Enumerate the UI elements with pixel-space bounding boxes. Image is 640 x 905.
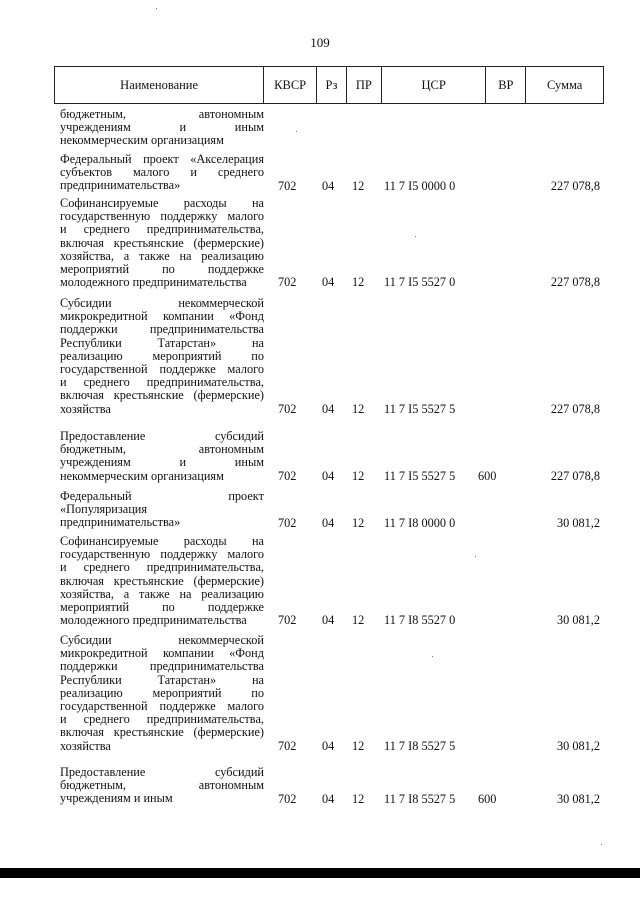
- row-name-line: субъектов малого и среднего: [60, 165, 264, 180]
- header-csr: ЦСР: [382, 67, 487, 103]
- row-name-line: Республики Татарстан» на: [60, 672, 264, 687]
- header-rz: Рз: [317, 67, 347, 103]
- cell-sum: 30 081,2: [556, 791, 600, 806]
- cell-pr: 12: [352, 515, 365, 530]
- cell-pr: 12: [352, 791, 365, 806]
- cell-vr: 600: [478, 468, 497, 483]
- row-name-line: некоммерческим организациям: [60, 133, 224, 148]
- row-name-line: государственной поддержке малого: [60, 699, 264, 714]
- row-name-line: включая крестьянские (фермерские): [60, 573, 264, 588]
- row-name-line: Субсидии некоммерческой: [60, 296, 264, 310]
- cell-rz: 04: [322, 791, 335, 806]
- row-name-line: Республики Татарстан» на: [60, 335, 264, 350]
- cell-kvsr: 702: [278, 791, 297, 806]
- table-row: [54, 766, 604, 806]
- cell-vr: 600: [478, 791, 497, 806]
- row-name-line: государственной поддержке малого: [60, 362, 264, 377]
- cell-pr: 12: [352, 613, 365, 628]
- cell-sum: 227 078,8: [550, 275, 600, 290]
- page-number: 109: [310, 35, 330, 50]
- row-name-line: Предоставление субсидий: [60, 429, 264, 443]
- cell-kvsr: 702: [278, 468, 297, 483]
- cell-csr: 11 7 I8 5527 5: [384, 791, 456, 806]
- row-name: [60, 153, 264, 193]
- row-name-line: предпринимательства»: [60, 515, 181, 530]
- table-row: [54, 297, 604, 416]
- table-row: [54, 634, 604, 753]
- cell-sum: 30 081,2: [556, 515, 600, 530]
- row-name-line: бюджетным, автономным: [60, 778, 264, 793]
- row-name-line: включая крестьянские (фермерские): [60, 388, 264, 403]
- header-sum: Сумма: [546, 77, 583, 92]
- row-name-line: и среднего предпринимательства,: [60, 222, 264, 237]
- row-name-line: поддержки предпринимательства: [60, 322, 264, 337]
- row-name-line: и среднего предпринимательства,: [60, 712, 264, 727]
- row-name-line: включая крестьянские (фермерские): [60, 235, 264, 250]
- cell-pr: 12: [352, 275, 365, 290]
- cell-rz: 04: [322, 468, 335, 483]
- table-row: [54, 197, 604, 289]
- row-name: [60, 634, 264, 753]
- cell-pr: 12: [352, 178, 365, 193]
- row-name: [60, 490, 264, 530]
- cell-sum: 30 081,2: [556, 613, 600, 628]
- row-name-line: «Популяризация: [60, 502, 148, 517]
- cell-pr: 12: [352, 468, 365, 483]
- row-name-line: Субсидии некоммерческой: [60, 633, 264, 647]
- row-name-line: учреждениям и иным: [60, 455, 264, 470]
- row-name-line: Федеральный проект: [60, 489, 264, 503]
- row-name: [60, 108, 264, 148]
- cell-csr: 11 7 I8 0000 0: [384, 515, 456, 530]
- cell-rz: 04: [322, 275, 335, 290]
- table-row: [54, 108, 604, 148]
- row-name-line: реализацию мероприятий по: [60, 685, 264, 700]
- cell-rz: 04: [322, 178, 335, 193]
- table-row: [54, 153, 604, 193]
- cell-kvsr: 702: [278, 738, 297, 753]
- row-name-line: Предоставление субсидий: [60, 765, 264, 779]
- cell-pr: 12: [352, 738, 365, 753]
- row-name-line: государственную поддержку малого: [60, 209, 264, 224]
- header-pr: ПР: [347, 67, 382, 103]
- row-name-line: Софинансируемые расходы на: [60, 196, 264, 210]
- cell-csr: 11 7 I5 5527 5: [384, 401, 456, 416]
- cell-kvsr: 702: [278, 275, 297, 290]
- row-name-line: государственную поддержку малого: [60, 547, 264, 562]
- row-name-line: и среднего предпринимательства,: [60, 375, 264, 390]
- row-name-line: микрокредитной компании «Фонд: [60, 309, 264, 324]
- row-name-line: молодежного предпринимательства: [60, 613, 247, 628]
- row-name-line: и среднего предпринимательства,: [60, 560, 264, 575]
- row-name: [60, 430, 264, 483]
- row-name-line: Федеральный проект «Акселерация: [60, 152, 264, 166]
- scan-border: [0, 868, 640, 878]
- row-name-line: некоммерческим организациям: [60, 468, 224, 483]
- cell-csr: 11 7 I5 0000 0: [384, 178, 456, 193]
- row-name-line: хозяйства, а также на реализацию: [60, 586, 264, 601]
- cell-kvsr: 702: [278, 401, 297, 416]
- header-kvsr: КВСР: [264, 67, 317, 103]
- row-name-line: поддержки предпринимательства: [60, 659, 264, 674]
- row-name: [60, 766, 264, 806]
- cell-sum: 30 081,2: [556, 738, 600, 753]
- table-row: [54, 535, 604, 627]
- row-name-line: хозяйства: [60, 738, 111, 753]
- table-row: [54, 430, 604, 483]
- row-name-line: хозяйства: [60, 401, 111, 416]
- row-name: [60, 535, 264, 627]
- row-name-line: мероприятий по поддержке: [60, 262, 264, 277]
- cell-rz: 04: [322, 401, 335, 416]
- table-header: [54, 66, 604, 104]
- row-name: [60, 197, 264, 289]
- cell-kvsr: 702: [278, 515, 297, 530]
- cell-csr: 11 7 I8 5527 0: [384, 613, 456, 628]
- row-name-line: Софинансируемые расходы на: [60, 534, 264, 548]
- row-name-line: хозяйства, а также на реализацию: [60, 248, 264, 263]
- row-name-line: учреждениям и иным: [60, 791, 173, 806]
- cell-rz: 04: [322, 738, 335, 753]
- header-name: Наименование: [55, 67, 264, 103]
- cell-rz: 04: [322, 613, 335, 628]
- cell-pr: 12: [352, 401, 365, 416]
- row-name-line: учреждениям и иным: [60, 120, 264, 135]
- row-name-line: включая крестьянские (фермерские): [60, 725, 264, 740]
- cell-sum: 227 078,8: [550, 401, 600, 416]
- cell-sum: 227 078,8: [550, 178, 600, 193]
- row-name-line: микрокредитной компании «Фонд: [60, 646, 264, 661]
- row-name-line: предпринимательства»: [60, 178, 181, 193]
- cell-csr: 11 7 I8 5527 5: [384, 738, 456, 753]
- row-name-line: реализацию мероприятий по: [60, 348, 264, 363]
- cell-csr: 11 7 I5 5527 5: [384, 468, 456, 483]
- row-name-line: мероприятий по поддержке: [60, 600, 264, 615]
- header-vr: ВР: [486, 67, 526, 103]
- row-name-line: молодежного предпринимательства: [60, 275, 247, 290]
- row-name-line: бюджетным, автономным: [60, 107, 264, 121]
- cell-csr: 11 7 I5 5527 0: [384, 275, 456, 290]
- cell-kvsr: 702: [278, 178, 297, 193]
- row-name-line: бюджетным, автономным: [60, 442, 264, 457]
- cell-kvsr: 702: [278, 613, 297, 628]
- row-name: [60, 297, 264, 416]
- table-row: [54, 490, 604, 530]
- cell-sum: 227 078,8: [550, 468, 600, 483]
- cell-rz: 04: [322, 515, 335, 530]
